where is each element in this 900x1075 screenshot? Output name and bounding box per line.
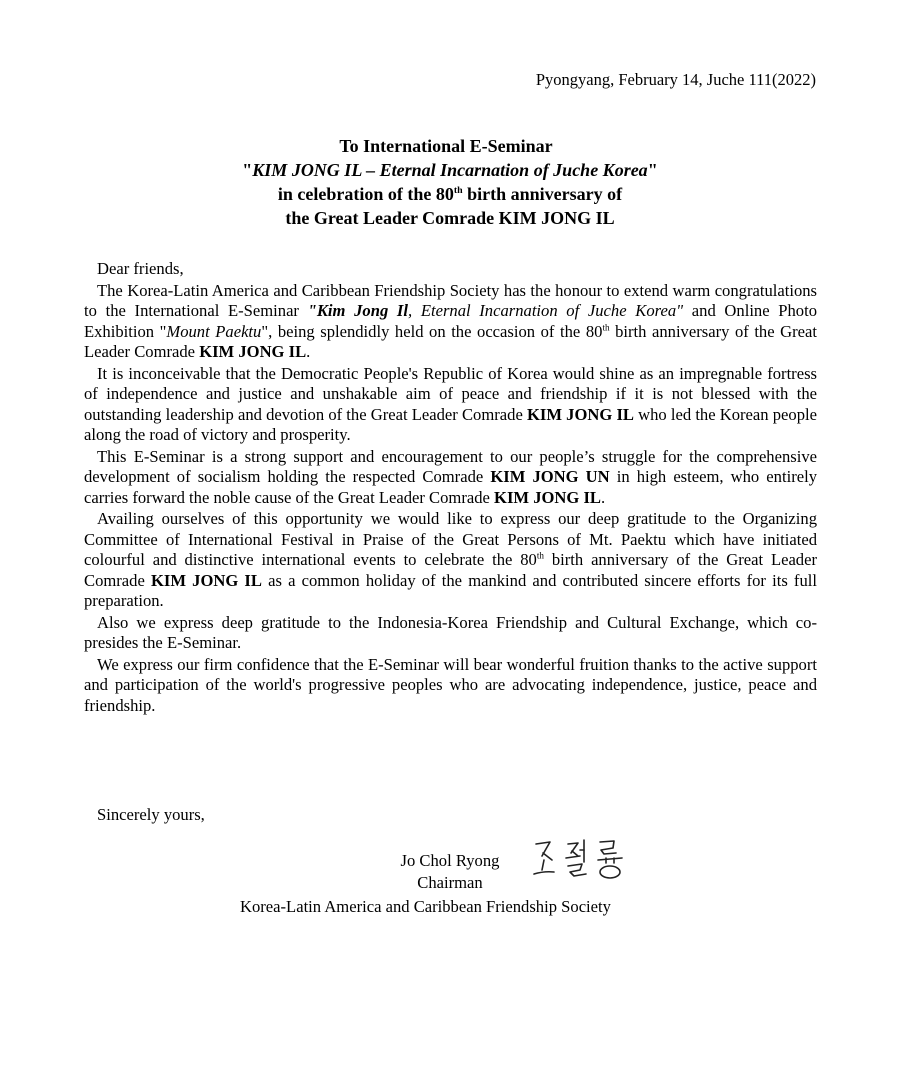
paragraph-4 xyxy=(84,509,817,612)
p3-leader-name-il: KIM JONG IL xyxy=(494,487,601,507)
paragraph-3 xyxy=(84,447,817,509)
signer-name: Jo Chol Ryong xyxy=(400,851,500,870)
handwritten-signature xyxy=(530,836,640,892)
p2-text-c: who led the Korean people along the road of victory and prosperity. xyxy=(84,404,817,444)
title-line-2 xyxy=(0,158,900,182)
signer-block xyxy=(380,850,520,894)
p4-text-b: birth anniversary of the Great Leader Comrade xyxy=(84,550,817,590)
signer-title: Chairman xyxy=(417,873,483,892)
p4-text-d: as a common holiday of the mankind and contributed sincere efforts for its full preparation. xyxy=(84,570,817,610)
p3-text-a: This E-Seminar is a strong support and encouragement to our people’s struggle for the comprehensive development of socialism holding the respected Comrade xyxy=(84,446,817,486)
signer-organization: Korea-Latin America and Caribbean Friendship Society xyxy=(240,897,611,916)
p4-text-a: Availing ourselves of this opportunity we would like to express our deep gratitude to the Organizing Committee of International Festival in Praise of the Great Persons of Mt. Paektu which have initiated colourful and distinctive international events to celebrate the 80 xyxy=(84,509,817,569)
paragraph-1 xyxy=(84,281,817,363)
title-line-3-text: in celebration of the 80 xyxy=(277,184,454,204)
salutation: Dear friends, xyxy=(97,259,184,278)
title-line-3-end: birth anniversary of xyxy=(462,184,623,204)
letter-title xyxy=(0,134,900,230)
paragraph-5: Also we express deep gratitude to the Indonesia-Korea Friendship and Cultural Exchange, which co-presides the E-Seminar. xyxy=(84,612,817,652)
paragraph-6: We express our firm confidence that the E-Seminar will bear wonderful fruition thanks to the active support and participation of the world's progressive peoples who are advocating independence, justice, peace and friendship. xyxy=(84,654,817,715)
p3-text-c: in high esteem, who entirely carries forward the noble cause of the Great Leader Comrade xyxy=(84,467,817,507)
title-line-4: the Great Leader Comrade KIM JONG IL xyxy=(285,208,615,228)
paragraph-2 xyxy=(84,364,817,446)
p1-leader-name: KIM JONG IL xyxy=(199,342,307,361)
letter-body xyxy=(84,259,817,717)
title-ordinal-suffix: th xyxy=(453,185,463,196)
p2-text-a: It is inconceivable that the Democratic People's Republic of Korea would shine as an impregnable fortress of independence and justice and unshakable aim of peace and friendship if it is not blessed with the outstanding leadership and devotion of the Great Leader Comrade xyxy=(84,363,817,424)
p1-text-f: ", being splendidly held on the occasion of the 80 xyxy=(261,321,603,341)
p3-leader-name-un: KIM JONG UN xyxy=(490,467,610,486)
p3-text-end: . xyxy=(600,487,606,507)
p1-ordinal-suffix: th xyxy=(602,321,610,332)
p1-text-end: . xyxy=(306,342,311,361)
p1-seminar-name-bold: "Kim Jong Il xyxy=(307,301,408,320)
p4-leader-name: KIM JONG IL xyxy=(150,570,262,590)
title-quote-close: " xyxy=(647,160,658,180)
closing: Sincerely yours, xyxy=(97,805,205,824)
p4-ordinal-suffix: th xyxy=(536,550,544,561)
title-seminar-name: KIM JONG IL – Eternal Incarnation of Juche Korea xyxy=(252,160,648,180)
title-line-3 xyxy=(0,182,900,206)
p1-seminar-name-rest: , Eternal Incarnation of Juche Korea" xyxy=(408,301,684,320)
p1-exhibition-name: Mount Paektu xyxy=(166,321,262,341)
dateline: Pyongyang, February 14, Juche 111(2022) xyxy=(535,70,816,89)
title-quote-open: " xyxy=(242,160,253,180)
p2-leader-name: KIM JONG IL xyxy=(526,404,634,424)
p1-text-d: and Online Photo Exhibition " xyxy=(84,301,817,341)
p1-text-g: birth anniversary of the Great Leader Comrade xyxy=(84,321,817,361)
title-line-1: To International E-Seminar xyxy=(339,136,553,156)
p1-text-a: The Korea-Latin America and Caribbean Friendship Society has the honour to extend warm congratulations to the International E-Seminar xyxy=(84,280,817,320)
